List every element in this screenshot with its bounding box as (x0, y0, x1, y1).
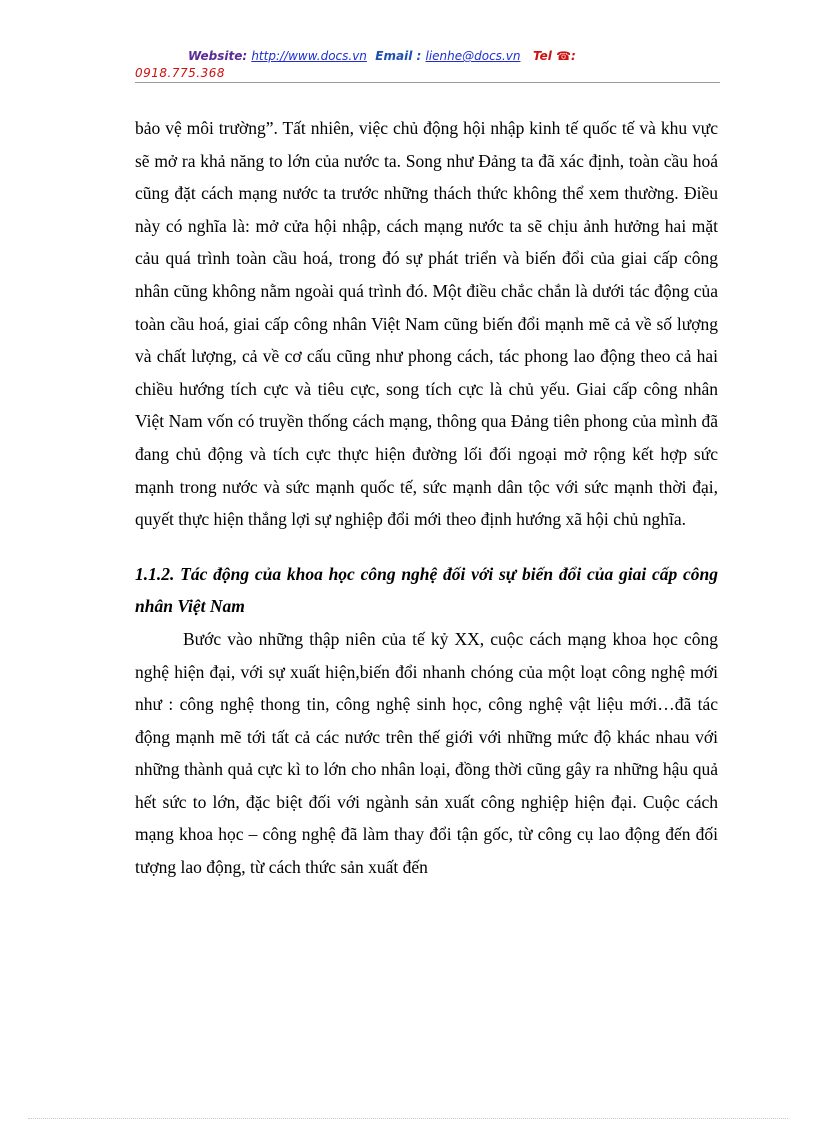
tel-label: Tel (533, 49, 552, 63)
paragraph-2: Bước vào những thập niên của tế kỷ XX, cuộc cách mạng khoa học công nghệ hiện đại, với sự xuất hiện,biến đổi nhanh chóng của một loạt công nghệ mới như : công nghệ thong tin, công nghệ sinh học, công nghệ vật liệu mới…đã tác động mạnh mẽ tới tất cả các nước trên thế giới với những mức độ khác nhau với những thành quả cực kì to lớn cho nhân loại, đồng thời cũng gây ra những hậu quả hết sức to lớn, đặc biệt đối với ngành sản xuất công nghiệp hiện đại. Cuộc cách mạng khoa học – công nghệ đã làm thay đổi tận gốc, từ công cụ lao động đến đối tượng lao động, từ cách thức sản xuất đến (135, 628, 718, 878)
phone-number: 0918.775.368 (135, 66, 225, 80)
document-body (135, 112, 718, 884)
header-phone-line (135, 65, 720, 82)
footer-divider (28, 1118, 788, 1119)
tel-colon: : (571, 49, 576, 63)
email-label: Email : (375, 49, 422, 63)
header-divider (135, 82, 720, 83)
page-header (135, 48, 720, 82)
website-link[interactable]: http://www.docs.vn (251, 49, 367, 63)
email-link[interactable]: lienhe@docs.vn (425, 49, 521, 63)
phone-icon: ☎ (556, 49, 572, 63)
section-heading: 1.1.2. Tác động của khoa học công nghệ đối với sự biến đổi của giai cấp công nhân Việt Nam (135, 563, 718, 617)
paragraph-1: bảo vệ môi trường”. Tất nhiên, việc chủ động hội nhập kinh tế quốc tế và khu vực sẽ mở ra khả năng to lớn của nước ta. Song như Đảng ta đã xác định, toàn cầu hoá cũng đặt cách mạng nước ta trước những thách thức không thể xem thường. Điều này có nghĩa là: mở cửa hội nhập, cách mạng nước ta sẽ chịu ảnh hưởng hai mặt cảu quá trình toàn cầu hoá, trong đó sự phát triển và biến đổi của giai cấp công nhân cũng không nằm ngoài quá trình đó. Một điều chắc chắn là dưới tác động của toàn cầu hoá, giai cấp công nhân Việt Nam cũng biến đổi mạnh mẽ cả về số lượng và chất lượng, cả về cơ cấu cũng như phong cách, tác phong lao động theo cả hai chiều hướng tích cực và tiêu cực, song tích cực là chủ yếu. Giai cấp công nhân Việt Nam vốn có truyền thống cách mạng, thông qua Đảng tiên phong của mình đã đang chủ động và tích cực thực hiện đường lối đối ngoại mở rộng kết hợp sức mạnh trong nước và sức mạnh quốc tế, sức mạnh dân tộc với sức mạnh thời đại, quyết thực hiện thắng lợi sự nghiệp đổi mới theo định hướng xã hội chủ nghĩa. (135, 118, 718, 530)
header-contact-line (135, 48, 720, 65)
website-label: Website: (188, 49, 248, 63)
